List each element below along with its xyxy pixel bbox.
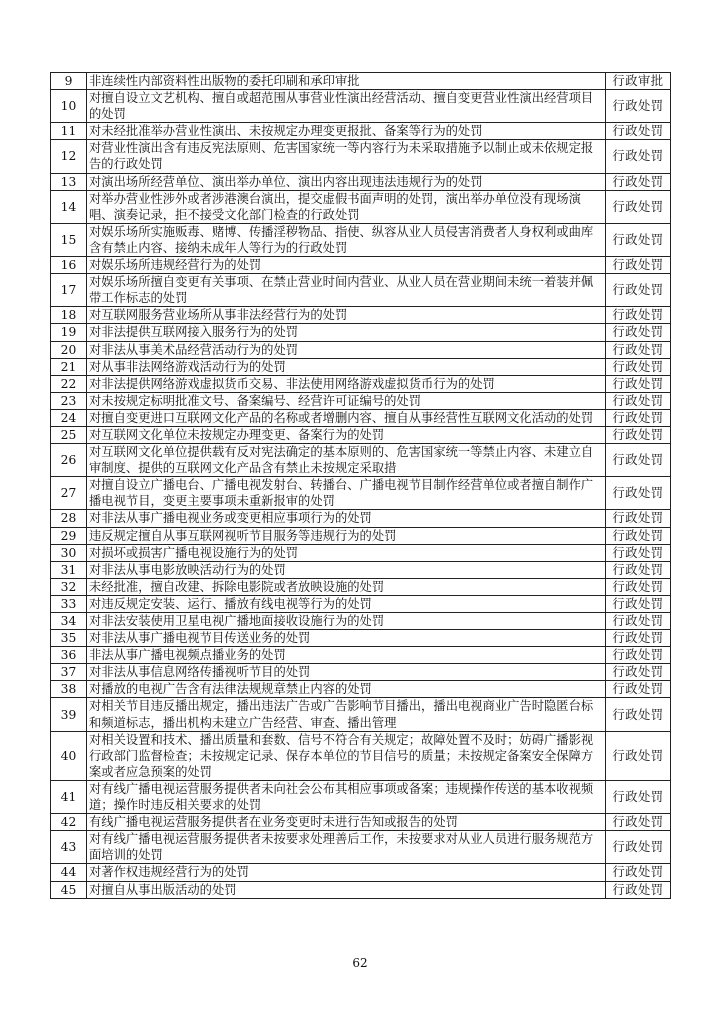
category-cell: 行政处罚 — [606, 444, 671, 477]
category-cell: 行政处罚 — [606, 140, 671, 173]
item-name-cell: 对有线广播电视运营服务提供者未向社会公布其相应事项或备案；违规操作传送的基本收视频道；操作时违反相关要求的处罚 — [87, 780, 606, 813]
item-name-cell: 对相关节目违反播出规定，播出违法广告或广告影响节目播出，播出电视商业广告时隐匿台标和频道标志，播出机构未建立广告经营、审查、播出管理 — [87, 698, 606, 731]
table-row — [51, 444, 671, 477]
row-number-cell: 31 — [51, 561, 87, 578]
table-row — [51, 864, 671, 881]
category-cell: 行政处罚 — [606, 647, 671, 664]
item-name-cell: 对损坏或损害广播电视设施行为的处罚 — [87, 544, 606, 561]
table-row — [51, 595, 671, 612]
table-row — [51, 630, 671, 647]
category-cell: 行政处罚 — [606, 731, 671, 780]
category-cell: 行政处罚 — [606, 613, 671, 630]
table-row — [51, 664, 671, 681]
item-name-cell: 对互联网文化单位未按规定办理变更、备案行为的处罚 — [87, 426, 606, 443]
item-name-cell: 违反规定擅自从事互联网视听节目服务等违规行为的处罚 — [87, 527, 606, 544]
table-row — [51, 731, 671, 780]
row-number-cell: 13 — [51, 173, 87, 190]
table-row — [51, 73, 671, 90]
row-number-cell: 9 — [51, 73, 87, 90]
category-cell: 行政处罚 — [606, 392, 671, 409]
table-row — [51, 140, 671, 173]
row-number-cell: 27 — [51, 477, 87, 510]
item-name-cell: 对擅自设立广播电台、广播电视发射台、转播台、广播电视节目制作经营单位或者擅自制作广播电视节目，变更主要事项未重新报审的处罚 — [87, 477, 606, 510]
category-cell: 行政处罚 — [606, 409, 671, 426]
category-cell: 行政处罚 — [606, 190, 671, 223]
item-name-cell: 未经批准，擅自改建、拆除电影院或者放映设施的处罚 — [87, 578, 606, 595]
item-name-cell: 对非法安装使用卫星电视广播地面接收设施行为的处罚 — [87, 613, 606, 630]
row-number-cell: 12 — [51, 140, 87, 173]
table-row — [51, 527, 671, 544]
row-number-cell: 40 — [51, 731, 87, 780]
item-name-cell: 对相关设置和技术、播出质量和套数、信号不符合有关规定；故障处置不及时；妨碍广播影视行政部门监督检查；未按规定记录、保存本单位的节目信号的质量；未按规定备案安全保障方案或者应急预案的处罚 — [87, 731, 606, 780]
table-row — [51, 681, 671, 698]
table-row — [51, 341, 671, 358]
row-number-cell: 14 — [51, 190, 87, 223]
category-cell: 行政处罚 — [606, 341, 671, 358]
row-number-cell: 30 — [51, 544, 87, 561]
row-number-cell: 38 — [51, 681, 87, 698]
item-name-cell: 对举办营业性涉外或者涉港澳台演出，提交虚假书面声明的处罚，演出举办单位没有现场演唱、演奏记录，拒不接受文化部门检查的行政处罚 — [87, 190, 606, 223]
item-name-cell: 对擅自变更进口互联网文化产品的名称或者增删内容、擅自从事经营性互联网文化活动的处罚 — [87, 409, 606, 426]
category-cell: 行政处罚 — [606, 358, 671, 375]
row-number-cell: 39 — [51, 698, 87, 731]
table-row — [51, 814, 671, 831]
row-number-cell: 45 — [51, 881, 87, 898]
category-cell: 行政处罚 — [606, 90, 671, 123]
item-name-cell: 对娱乐场所违规经营行为的处罚 — [87, 257, 606, 274]
category-cell: 行政处罚 — [606, 510, 671, 527]
category-cell: 行政处罚 — [606, 831, 671, 864]
items-table — [50, 72, 671, 899]
row-number-cell: 34 — [51, 613, 87, 630]
table-row — [51, 375, 671, 392]
row-number-cell: 43 — [51, 831, 87, 864]
row-number-cell: 19 — [51, 324, 87, 341]
table-row — [51, 544, 671, 561]
category-cell: 行政处罚 — [606, 477, 671, 510]
row-number-cell: 25 — [51, 426, 87, 443]
row-number-cell: 18 — [51, 307, 87, 324]
item-name-cell: 非法从事广播电视频点播业务的处罚 — [87, 647, 606, 664]
row-number-cell: 42 — [51, 814, 87, 831]
table-row — [51, 510, 671, 527]
table-row — [51, 358, 671, 375]
table-row — [51, 561, 671, 578]
table-row — [51, 173, 671, 190]
category-cell: 行政处罚 — [606, 375, 671, 392]
category-cell: 行政处罚 — [606, 780, 671, 813]
item-name-cell: 对非法从事信息网络传播视听节目的处罚 — [87, 664, 606, 681]
table-row — [51, 307, 671, 324]
row-number-cell: 16 — [51, 257, 87, 274]
row-number-cell: 36 — [51, 647, 87, 664]
category-cell: 行政处罚 — [606, 426, 671, 443]
table-row — [51, 698, 671, 731]
table-row — [51, 409, 671, 426]
item-name-cell: 对非法提供互联网接入服务行为的处罚 — [87, 324, 606, 341]
page-number: 62 — [352, 956, 368, 970]
row-number-cell: 32 — [51, 578, 87, 595]
table-row — [51, 190, 671, 223]
category-cell: 行政处罚 — [606, 324, 671, 341]
item-name-cell: 对从事非法网络游戏活动行为的处罚 — [87, 358, 606, 375]
table-row — [51, 780, 671, 813]
table-row — [51, 324, 671, 341]
row-number-cell: 44 — [51, 864, 87, 881]
row-number-cell: 28 — [51, 510, 87, 527]
table-row — [51, 90, 671, 123]
item-name-cell: 对营业性演出含有违反宪法原则、危害国家统一等内容行为未采取措施予以制止或未依规定报告的行政处罚 — [87, 140, 606, 173]
row-number-cell: 33 — [51, 595, 87, 612]
item-name-cell: 对互联网文化单位提供载有反对宪法确定的基本原则的、危害国家统一等禁止内容、未建立自审制度、提供的互联网文化产品含有禁止未按规定采取措 — [87, 444, 606, 477]
category-cell: 行政处罚 — [606, 257, 671, 274]
category-cell: 行政处罚 — [606, 630, 671, 647]
row-number-cell: 11 — [51, 123, 87, 140]
row-number-cell: 15 — [51, 223, 87, 256]
category-cell: 行政处罚 — [606, 123, 671, 140]
row-number-cell: 21 — [51, 358, 87, 375]
item-name-cell: 对擅自设立文艺机构、擅自或超范围从事营业性演出经营活动、擅自变更营业性演出经营项目的处罚 — [87, 90, 606, 123]
table-row — [51, 578, 671, 595]
item-name-cell: 对互联网服务营业场所从事非法经营行为的处罚 — [87, 307, 606, 324]
item-name-cell: 非连续性内部资料性出版物的委托印刷和承印审批 — [87, 73, 606, 90]
row-number-cell: 23 — [51, 392, 87, 409]
row-number-cell: 37 — [51, 664, 87, 681]
table-row — [51, 831, 671, 864]
row-number-cell: 10 — [51, 90, 87, 123]
item-name-cell: 有线广播电视运营服务提供者在业务变更时未进行告知或报告的处罚 — [87, 814, 606, 831]
table-row — [51, 123, 671, 140]
category-cell: 行政处罚 — [606, 664, 671, 681]
category-cell: 行政处罚 — [606, 578, 671, 595]
category-cell: 行政审批 — [606, 73, 671, 90]
row-number-cell: 17 — [51, 274, 87, 307]
row-number-cell: 35 — [51, 630, 87, 647]
row-number-cell: 26 — [51, 444, 87, 477]
item-name-cell: 对非法从事电影放映活动行为的处罚 — [87, 561, 606, 578]
table-row — [51, 477, 671, 510]
row-number-cell: 22 — [51, 375, 87, 392]
items-table-body — [51, 73, 671, 899]
table-row — [51, 426, 671, 443]
table-row — [51, 613, 671, 630]
item-name-cell: 对非法从事广播电视节目传送业务的处罚 — [87, 630, 606, 647]
category-cell: 行政处罚 — [606, 681, 671, 698]
item-name-cell: 对非法从事美术品经营活动行为的处罚 — [87, 341, 606, 358]
table-row — [51, 881, 671, 898]
item-name-cell: 对非法提供网络游戏虚拟货币交易、非法使用网络游戏虚拟货币行为的处罚 — [87, 375, 606, 392]
category-cell: 行政处罚 — [606, 544, 671, 561]
row-number-cell: 20 — [51, 341, 87, 358]
category-cell: 行政处罚 — [606, 223, 671, 256]
item-name-cell: 对演出场所经营单位、演出举办单位、演出内容出现违法违规行为的处罚 — [87, 173, 606, 190]
row-number-cell: 24 — [51, 409, 87, 426]
item-name-cell: 对擅自从事出版活动的处罚 — [87, 881, 606, 898]
category-cell: 行政处罚 — [606, 561, 671, 578]
item-name-cell: 对违反规定安装、运行、播放有线电视等行为的处罚 — [87, 595, 606, 612]
item-name-cell: 对非法从事广播电视业务或变更相应事项行为的处罚 — [87, 510, 606, 527]
category-cell: 行政处罚 — [606, 881, 671, 898]
table-row — [51, 647, 671, 664]
table-row — [51, 392, 671, 409]
item-name-cell: 对未按规定标明批准文号、备案编号、经营许可证编号的处罚 — [87, 392, 606, 409]
row-number-cell: 41 — [51, 780, 87, 813]
item-name-cell: 对未经批准举办营业性演出、未按规定办理变更报批、备案等行为的处罚 — [87, 123, 606, 140]
item-name-cell: 对播放的电视广告含有法律法规规章禁止内容的处罚 — [87, 681, 606, 698]
table-row — [51, 274, 671, 307]
category-cell: 行政处罚 — [606, 307, 671, 324]
item-name-cell: 对有线广播电视运营服务提供者未按要求处理善后工作，未按要求对从业人员进行服务规范方面培训的处罚 — [87, 831, 606, 864]
table-row — [51, 257, 671, 274]
table-row — [51, 223, 671, 256]
item-name-cell: 对著作权违规经营行为的处罚 — [87, 864, 606, 881]
row-number-cell: 29 — [51, 527, 87, 544]
category-cell: 行政处罚 — [606, 595, 671, 612]
category-cell: 行政处罚 — [606, 173, 671, 190]
category-cell: 行政处罚 — [606, 527, 671, 544]
category-cell: 行政处罚 — [606, 864, 671, 881]
item-name-cell: 对娱乐场所实施贩毒、赌博、传播淫秽物品、指使、纵容从业人员侵害消费者人身权利或曲库含有禁止内容、接纳未成年人等行为的行政处罚 — [87, 223, 606, 256]
category-cell: 行政处罚 — [606, 814, 671, 831]
category-cell: 行政处罚 — [606, 274, 671, 307]
category-cell: 行政处罚 — [606, 698, 671, 731]
item-name-cell: 对娱乐场所擅自变更有关事项、在禁止营业时间内营业、从业人员在营业期间未统一着装并佩带工作标志的处罚 — [87, 274, 606, 307]
